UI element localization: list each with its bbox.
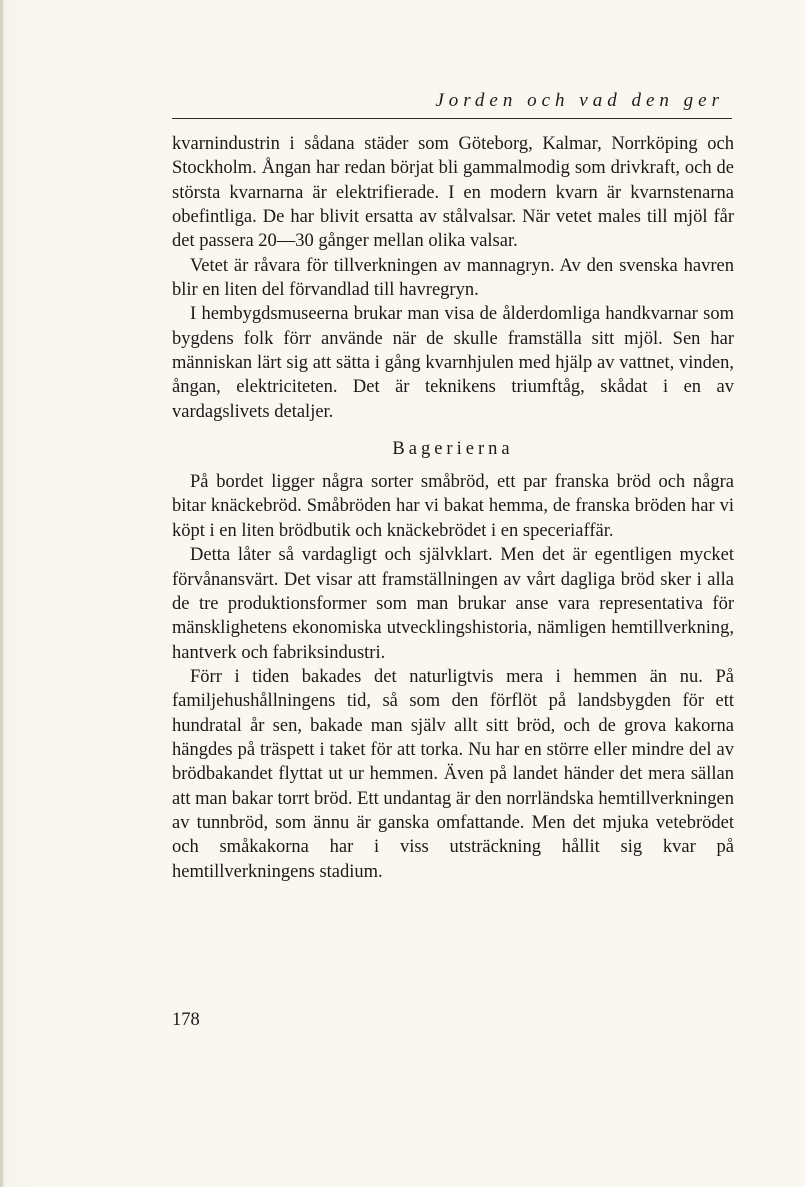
section-heading: Bagerierna: [392, 439, 514, 460]
paragraph: Vetet är råvara för tillverkningen av mannagryn. Av den svenska havren blir en liten del förvandlad till havregryn.: [172, 255, 734, 301]
paragraph: I hembygdsmuseerna brukar man visa de ålderdomliga handkvarnar som bygdens folk förr använde när de skulle framställa sitt mjöl. Sen har människan lärt sig att sätta i gång kvarnhjulen med hjälp av vattnet, vinden, ångan, elektriciteten. Det är teknikens triumftåg, skådat i en av vardagslivets detaljer.: [172, 304, 734, 422]
page-edge-shadow: [0, 0, 3, 1187]
paragraph: Detta låter så vardagligt och självklart. Men det är egentligen mycket förvånansvärt. Det visar att framställningen av vårt dagliga bröd sker i alla de tre produktionsformer som man brukar anse vara representativa för mänsklighetens ekonomiska utvecklingshistoria, nämligen hemtillverkning, hantverk och fabriksindustri.: [172, 545, 734, 663]
paragraph: kvarnindustrin i sådana städer som Göteborg, Kalmar, Norrköping och Stockholm. Ångan har redan börjat bli gammalmodig som drivkraft, och de största kvarnarna är elektrifierade. I en modern kvarn är kvarnstenarna obefintliga. De har blivit ersatta av stålvalsar. När vetet males till mjöl får det passera 20—30 gånger mellan olika valsar.: [172, 134, 734, 252]
paragraph: På bordet ligger några sorter småbröd, ett par franska bröd och några bitar knäckebröd. Småbröden har vi bakat hemma, de franska bröden har vi köpt i en liten brödbutik och knäckebrödet i en speceriaffär.: [172, 472, 734, 541]
page-number: 178: [172, 1010, 200, 1030]
body-text: [172, 132, 734, 884]
header-rule: [172, 118, 732, 119]
paragraph: Förr i tiden bakades det naturligtvis mera i hemmen än nu. På familjehushållningens tid, så som den förflöt på landsbygden för ett hundratal år sen, bakade man själv allt sitt bröd, och de grova kakorna hängdes på träspett i taket för att torka. Nu har en större eller mindre del av brödbakandet flyttat ut ur hemmen. Även på landet händer det mera sällan att man bakar torrt bröd. Ett undantag är den norrländska hemtillverkningen av tunnbröd, som ännu är ganska omfattande. Men det mjuka vetebrödet och småkakorna har i viss utsträckning hållit sig kvar på hemtillverkningens stadium.: [172, 666, 734, 882]
running-head: Jorden och vad den ger: [435, 90, 724, 111]
